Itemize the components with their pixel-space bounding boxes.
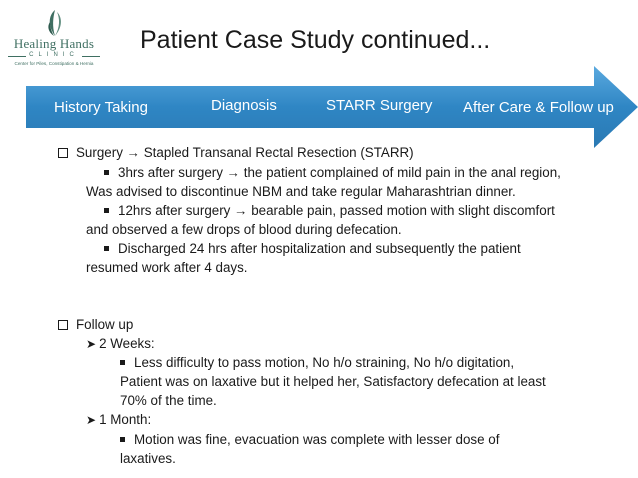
followup-heading-row: [58, 315, 133, 335]
two-weeks-row: [86, 334, 155, 354]
one-month-text-1: Motion was fine, evacuation was complete with lesser dose of: [134, 432, 500, 447]
page-title: Patient Case Study continued...: [140, 26, 491, 54]
logo-clinic: CLINIC: [4, 52, 104, 58]
step-starr-surgery: STARR Surgery: [326, 97, 433, 114]
one-month-line2: laxatives.: [120, 451, 176, 466]
surgery-point-3-line2: resumed work after 4 days.: [86, 260, 248, 275]
surgery-heading: Surgery → Stapled Transanal Rectal Resection (STARR): [76, 145, 414, 160]
logo-tagline: Center for Piles, Constipation & Hernia: [14, 61, 94, 66]
checkbox-bullet-icon: [58, 320, 68, 330]
two-weeks-label: 2 Weeks:: [99, 336, 155, 351]
arrow-bullet-icon: ➤: [86, 413, 97, 427]
step-after-care: After Care & Follow up: [463, 99, 614, 116]
surgery-point-1-line1: 3hrs after surgery → the patient complained of mild pain in the anal region,: [118, 165, 561, 180]
checkbox-bullet-icon: [58, 148, 68, 158]
square-bullet-icon: [120, 360, 125, 365]
two-weeks-text-1: Less difficulty to pass motion, No h/o straining, No h/o digitation,: [134, 355, 515, 370]
square-bullet-icon: [104, 246, 109, 251]
surgery-point-1: [104, 163, 561, 183]
surgery-point-3-line1: Discharged 24 hrs after hospitalization and subsequently the patient: [118, 241, 521, 256]
surgery-point-2-line1: 12hrs after surgery → bearable pain, passed motion with slight discomfort: [118, 203, 555, 218]
arrow-bullet-icon: ➤: [86, 337, 97, 351]
surgery-point-3: [104, 239, 521, 259]
surgery-point-1-line2: Was advised to discontinue NBM and take regular Maharashtrian dinner.: [86, 184, 516, 199]
square-bullet-icon: [104, 208, 109, 213]
one-month-label: 1 Month:: [99, 412, 152, 427]
one-month-line1: [120, 430, 499, 450]
followup-heading: Follow up: [76, 317, 134, 332]
two-weeks-line3: 70% of the time.: [120, 393, 217, 408]
step-diagnosis: Diagnosis: [211, 97, 277, 114]
two-weeks-line1: [120, 353, 514, 373]
surgery-point-2: [104, 201, 555, 221]
step-history-taking: History Taking: [54, 99, 148, 116]
surgery-point-2-line2: and observed a few drops of blood during defecation.: [86, 222, 402, 237]
logo-name: Healing Hands: [13, 36, 95, 51]
square-bullet-icon: [120, 437, 125, 442]
two-weeks-line2: Patient was on laxative but it helped her, Satisfactory defecation at least: [120, 374, 546, 389]
surgery-heading-row: [58, 143, 414, 163]
one-month-row: [86, 410, 151, 430]
square-bullet-icon: [104, 170, 109, 175]
